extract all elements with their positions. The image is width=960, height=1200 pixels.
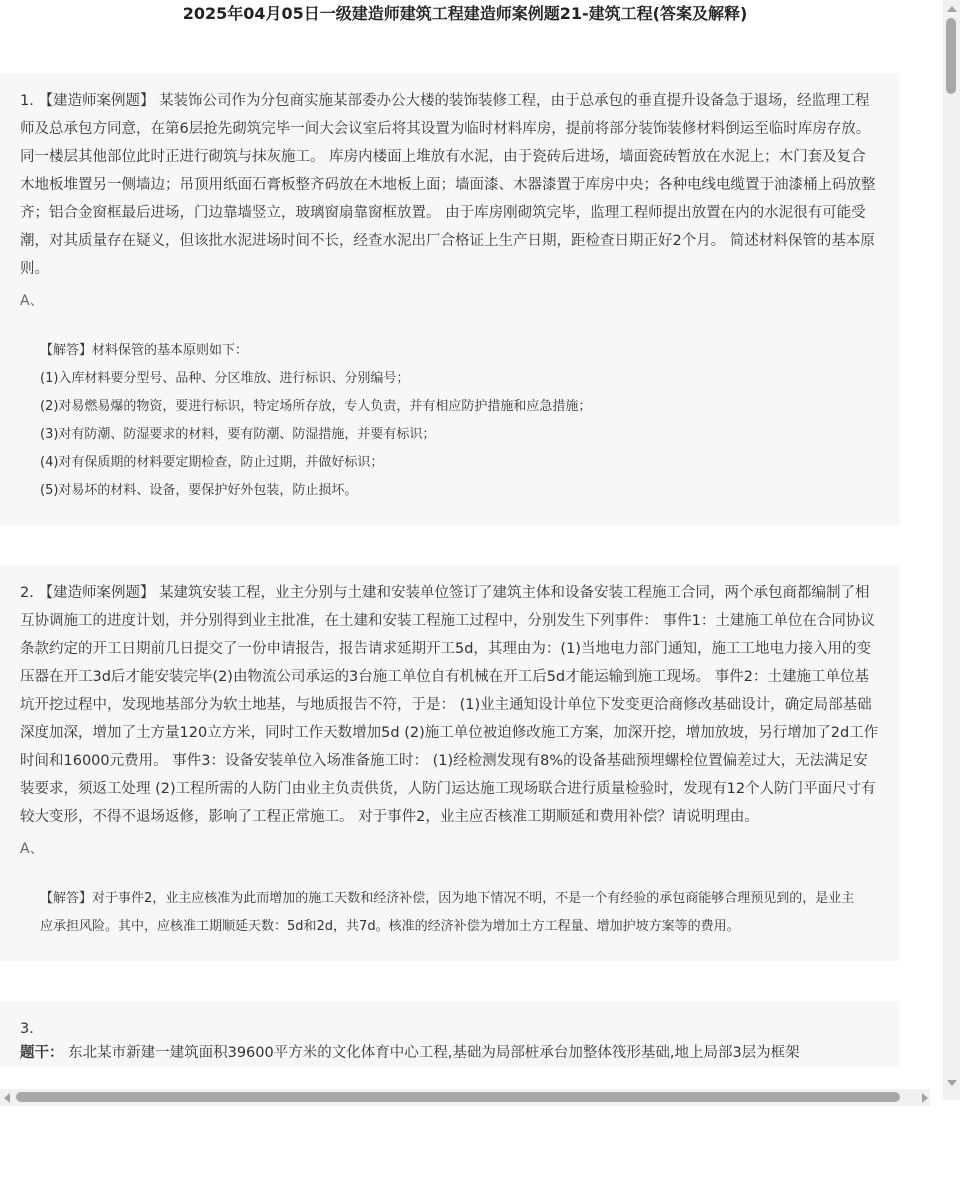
answer-text: 【解答】对于事件2，业主应核准为此而增加的施工天数和经济补偿，因为地下情况不明，不是一个有经验的承包商能够合理预见到的，是业主应承担风险。其中，应核准工期顺延天数：5d和2d，共7d。核准的经济补偿为增加土方工程量、增加护坡方案等的费用。 bbox=[40, 891, 855, 934]
question-list bbox=[0, 73, 900, 1107]
scroll-left-arrow-icon[interactable] bbox=[4, 1093, 10, 1103]
answer-block bbox=[20, 859, 880, 961]
answer-intro: 【解答】材料保管的基本原则如下： bbox=[40, 343, 249, 358]
page-below-viewport bbox=[0, 1106, 960, 1200]
question-number: 3. bbox=[20, 1021, 34, 1037]
answer-item: (5)对易坏的材料、设备，要保护好外包装，防止损坏。 bbox=[40, 483, 358, 498]
horizontal-scroll-thumb[interactable] bbox=[16, 1092, 900, 1102]
vertical-scroll-thumb[interactable] bbox=[946, 18, 956, 94]
answer-item: (2)对易燃易爆的物资，要进行标识，特定场所存放，专人负责，并有相应防护措施和应急措施； bbox=[40, 399, 592, 414]
question-number: 1. bbox=[20, 93, 34, 109]
question-tag: 【建造师案例题】 bbox=[38, 93, 155, 109]
question-text bbox=[20, 87, 880, 283]
page-title: 2025年04月05日一级建造师建筑工程建造师案例题21-建筑工程(答案及解释) bbox=[182, 4, 748, 23]
question-card-3 bbox=[0, 1001, 900, 1067]
question-card-2 bbox=[0, 565, 900, 961]
answer-item: (1)入库材料要分型号、品种、分区堆放、进行标识、分别编号； bbox=[40, 371, 410, 386]
answer-item: (3)对有防潮、防湿要求的材料，要有防潮、防湿措施，并要有标识； bbox=[40, 427, 436, 442]
scroll-up-arrow-icon[interactable] bbox=[947, 6, 957, 12]
stem-text: 东北某市新建一建筑面积39600平方米的文化体育中心工程,基础为局部桩承台加整体筏形基础,地上局部3层为框架 bbox=[68, 1045, 800, 1061]
option-a[interactable]: A、 bbox=[20, 841, 44, 857]
question-body: 某装饰公司作为分包商实施某部委办公大楼的装饰装修工程，由于总承包的垂直提升设备急于退场，经监理工程师及总承包方同意，在第6层抢先砌筑完毕一间大会议室后将其设置为临时材料库房，提前将部分装饰装修材料倒运至临时库房存放。同一楼层其他部位此时正进行砌筑与抹灰施工。 库房内楼面上堆放有水泥，由于瓷砖后进场，墙面瓷砖暂放在水泥上；木门套及复合木地板堆置另一侧墙边；吊顶用纸面石膏板整齐码放在木地板上面；墙面漆、木器漆置于库房中央；各种电线电缆置于油漆桶上码放整齐；铝合金窗框最后进场，门边靠墙竖立，玻璃窗扇靠窗框放置。 由于库房刚砌筑完毕，监理工程师提出放置在内的水泥很有可能受潮，对其质量存在疑义，但该批水泥进场时间不长，经查水泥出厂合格证上生产日期，距检查日期正好2个月。 简述材料保管的基本原则。 bbox=[20, 93, 876, 277]
question-tag: 【建造师案例题】 bbox=[38, 585, 155, 601]
option-a[interactable]: A、 bbox=[20, 293, 44, 309]
vertical-scrollbar[interactable] bbox=[943, 0, 960, 1100]
question-card-1 bbox=[0, 73, 900, 525]
scroll-down-arrow-icon[interactable] bbox=[947, 1080, 957, 1086]
question-stem bbox=[20, 1039, 880, 1067]
answer-block bbox=[20, 311, 880, 525]
stem-label: 题干： bbox=[20, 1045, 64, 1061]
horizontal-scrollbar[interactable] bbox=[0, 1089, 930, 1106]
question-body: 某建筑安装工程，业主分别与土建和安装单位签订了建筑主体和设备安装工程施工合同，两个承包商都编制了相互协调施工的进度计划，并分别得到业主批准，在土建和安装工程施工过程中，分别发生下列事件： 事件1：土建施工单位在合同协议条款约定的开工日期前几日提交了一份申请报告，报告请求延期开工5d，其理由为：(1)当地电力部门通知，施工工地电力接入用的变压器在开工3d后才能安装完毕(2)由物流公司承运的3台施工单位自有机械在开工后5d才能运输到施工现场。 事件2：土建施工单位基坑开挖过程中，发现地基部分为软土地基，与地质报告不符，于是： (1)业主通知设计单位下发变更洽商修改基础设计，确定局部基础深度加深，增加了土方量120立方米，同时工作天数增加5d (2)施工单位被迫修改施工方案，加深开挖，增加放坡，另行增加了2d工作时间和16000元费用。 事件3：设备安装单位入场准备施工时： (1)经检测发现有8%的设备基础预埋螺栓位置偏差过大，无法满足安装要求，须返工处理 (2)工程所需的人防门由业主负责供货，人防门运达施工现场联合进行质量检验时，发现有12个人防门平面尺寸有较大变形，不得不退场返修，影响了工程正常施工。 对于事件2，业主应否核准工期顺延和费用补偿？请说明理由。 bbox=[20, 585, 879, 825]
scroll-right-arrow-icon[interactable] bbox=[922, 1093, 928, 1103]
answer-item: (4)对有保质期的材料要定期检查，防止过期，并做好标识； bbox=[40, 455, 384, 470]
question-text bbox=[20, 579, 880, 831]
question-number: 2. bbox=[20, 585, 34, 601]
answer-list bbox=[40, 365, 860, 505]
